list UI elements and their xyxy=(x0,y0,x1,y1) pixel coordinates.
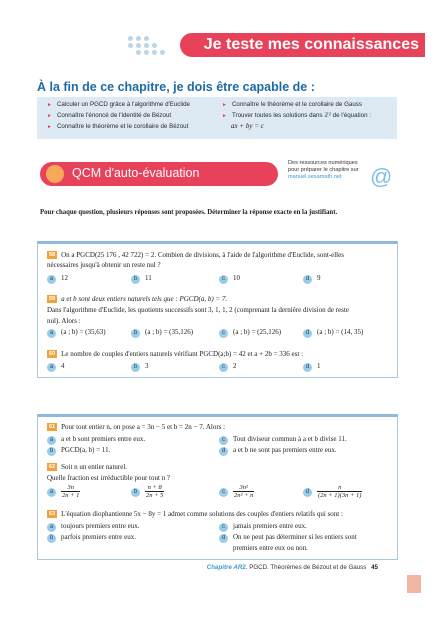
qcm-title: QCM d'auto-évaluation xyxy=(72,166,200,180)
question-59: 59 a et b sont deux entiers naturels tels que : PGCD(a, b) = 7. xyxy=(49,295,228,303)
question-62: 62 Soit n un entier naturel. xyxy=(49,463,128,471)
option-a[interactable]: a 12 xyxy=(47,274,68,284)
option-d[interactable]: d a et b ne sont pas premiers entre eux. xyxy=(219,446,337,456)
objective-item: ► Trouver toutes les solutions dans ℤ² de l'équation : xyxy=(222,112,371,119)
qcm-circle-icon xyxy=(46,165,64,183)
option-c[interactable]: c Tout diviseur commun à a et b divise 11. xyxy=(219,435,347,445)
question-60: 60 Le nombre de couples d'entiers naturels vérifiant PGCD(a;b) = 42 et a + 2b = 336 est : xyxy=(49,350,304,358)
fraction: $\frac{n + 8}{2n + 5}$ xyxy=(146,484,164,499)
option-a[interactable]: a a et b sont premiers entre eux. xyxy=(47,435,145,445)
page-title: Je teste mes connaissances xyxy=(203,36,419,53)
instruction-text: Pour chaque question, plusieurs réponses sont proposées. Déterminer la réponse exacte en la justifiant. xyxy=(40,209,338,216)
option-d[interactable]: d 9 xyxy=(303,274,321,284)
option-b[interactable]: b parfois premiers entre eux. xyxy=(47,533,136,543)
objectives-heading: À la fin de ce chapitre, je dois être capable de : xyxy=(37,80,315,94)
question-58-cont: nécessaires jusqu'à obtenir un reste nul ? xyxy=(47,261,161,269)
fraction: $\frac{n}{(2n + 1)(3n + 1)}$ xyxy=(318,484,362,499)
option-c[interactable]: c 10 xyxy=(219,274,240,284)
header-banner xyxy=(180,33,425,57)
chapter-label: Chapitre AR2. xyxy=(206,564,248,571)
question-63: 63 L'équation diophantienne 5x − 8y = 1 admet comme solutions des couples d'entiers relatifs qui sont : xyxy=(49,510,343,518)
chapter-title: PGCD. Théorèmes de Bézout et de Gauss xyxy=(249,564,367,571)
objective-item: ► Connaître le théorème et le corollaire de Gauss xyxy=(222,101,362,108)
option-b[interactable]: b 3 xyxy=(131,362,149,372)
option-a[interactable]: a $\frac{3n}{2n + 1}$ xyxy=(47,484,80,499)
option-a[interactable]: a (a ; b) = (35,63) xyxy=(47,328,106,338)
option-d-cont: premiers entre eux ou non. xyxy=(233,544,308,552)
fraction: $\frac{\text{3n²}}{\text{2n² + n}}$ xyxy=(234,484,254,499)
bullet-triangle-icon: ► xyxy=(47,124,52,130)
page-number: 45 xyxy=(371,564,378,571)
corner-tab xyxy=(407,575,421,593)
bullet-triangle-icon: ► xyxy=(222,102,227,108)
fraction: $\frac{3n}{2n + 1}$ xyxy=(62,484,80,499)
option-c[interactable]: c jamais premiers entre eux. xyxy=(219,522,307,532)
question-58: 58 On a PGCD(25 176 , 42 722) = 2. Combien de divisions, à l'aide de l'algorithme d'Euclide, sont-elles xyxy=(49,251,344,259)
bullet-triangle-icon: ► xyxy=(222,113,227,119)
option-d[interactable]: d (a ; b) = (14, 35) xyxy=(303,328,363,338)
resources-note: Des ressources numériques pour préparer le chapitre sur manuel.sesamath.net xyxy=(288,160,359,180)
page-footer xyxy=(207,564,378,571)
question-61: 61 Pour tout entier n, on pose a = 3n − 5 et b = 2n − 7. Alors : xyxy=(49,423,226,431)
option-a[interactable]: a 4 xyxy=(47,362,65,372)
at-sign-icon: @ xyxy=(370,164,393,189)
option-a[interactable]: a toujours premiers entre eux. xyxy=(47,522,140,532)
option-d[interactable]: d On ne peut pas déterminer si les entiers sont xyxy=(219,533,357,543)
option-b[interactable]: b $\frac{n + 8}{2n + 5}$ xyxy=(131,484,164,499)
objective-item: ► Connaître l'énoncé de l'identité de Bézout xyxy=(47,112,172,119)
option-c[interactable]: c $\frac{\text{3n²}}{\text{2n² + n}}$ xyxy=(219,484,254,499)
option-b[interactable]: b 11 xyxy=(131,274,152,284)
objective-item: ► Connaître le théorème et le corollaire de Bézout xyxy=(47,123,189,130)
option-d[interactable]: d $\frac{n}{(2n + 1)(3n + 1)}$ xyxy=(303,484,362,499)
bullet-triangle-icon: ► xyxy=(47,113,52,119)
bullet-triangle-icon: ► xyxy=(47,102,52,108)
option-b[interactable]: b (a ; b) = (35,126) xyxy=(131,328,193,338)
option-d[interactable]: d 1 xyxy=(303,362,321,372)
decorative-dots xyxy=(126,34,176,56)
option-c[interactable]: c 2 xyxy=(219,362,237,372)
option-b[interactable]: b PGCD(a, b) = 11. xyxy=(47,446,110,456)
objective-item: ► Calculer un PGCD grâce à l'algorithme d'Euclide xyxy=(47,101,191,108)
question-59-cont: Dans l'algorithme d'Euclide, les quotients successifs sont 3, 1, 1, 2 (comprenant la dernière division de reste xyxy=(47,306,349,314)
option-c[interactable]: c (a ; b) = (25,126) xyxy=(219,328,281,338)
resources-link[interactable]: manuel.sesamath.net xyxy=(288,174,342,180)
objective-equation: ax + by = c xyxy=(231,122,264,130)
question-62-cont: Quelle fraction est irréductible pour tout n ? xyxy=(47,474,171,482)
question-59-cont2: nul). Alors : xyxy=(47,317,81,325)
